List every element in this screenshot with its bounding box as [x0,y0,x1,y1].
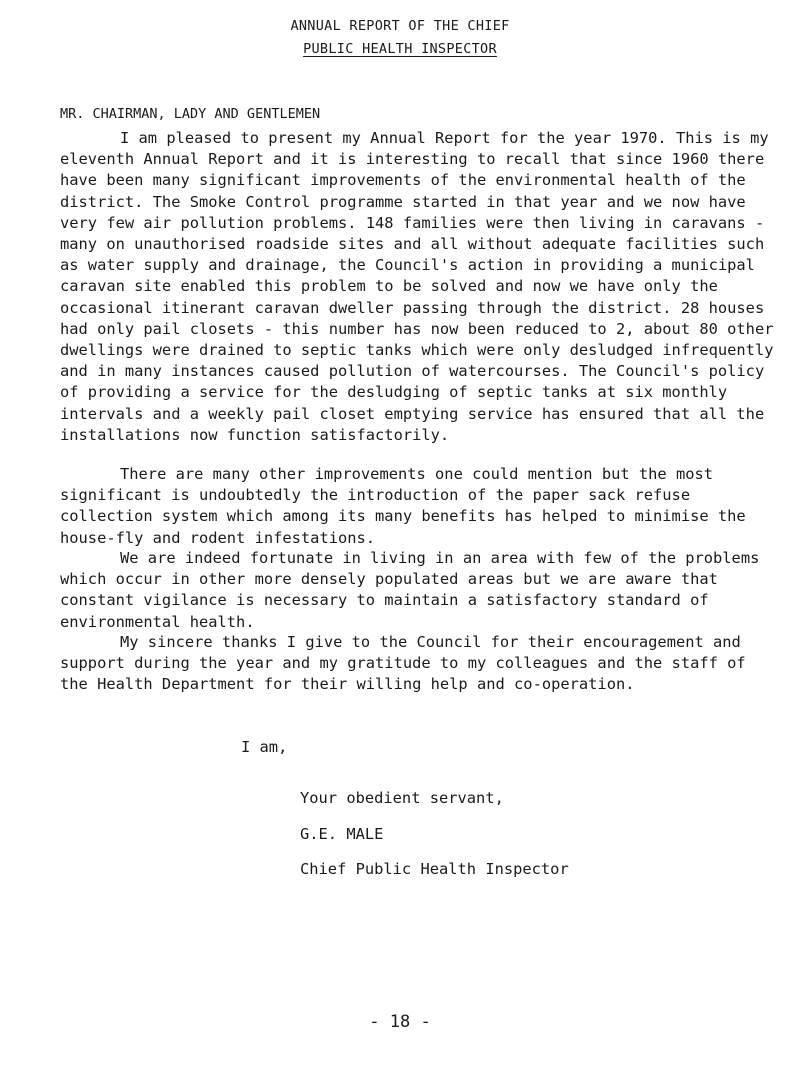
page-number: - 18 - [369,1012,431,1032]
paragraph-thanks: My sincere thanks I give to the Council for their encouragement and support during the year and my gratitude to my colleagues and the staff of the Health Department for their willing help and co-operation. [60,633,746,694]
signatory-name: G.E. MALE [300,825,384,843]
report-title-line2 [0,41,800,57]
closing-servant: Your obedient servant, [300,789,504,807]
paragraph-intro: I am pleased to present my Annual Report for the year 1970. This is my eleventh Annual Report and it is interesting to recall that since 1960 there have been many significant improvements of the environmental health of the district. The Smoke Control programme started in that year and we now have very few air pollution problems. 148 families were then living in caravans - many on unauthorised roadside sites and all without adequate facilities such as water supply and drainage, the Council's action in providing a municipal caravan site enabled this problem to be solved and now we have only the occasional itinerant caravan dweller passing through the district. 28 houses had only pail closets - this number has now been reduced to 2, about 80 other dwellings were drained to septic tanks which were only desludged infrequently and in many instances caused pollution of watercourses. The Council's policy of providing a service for the desludging of septic tanks at six monthly intervals and a weekly pail closet emptying service has ensured that all the installations now function satisfactorily. [60,129,774,444]
report-title-line1: ANNUAL REPORT OF THE CHIEF [290,18,510,34]
report-title-line2-text: PUBLIC HEALTH INSPECTOR [303,41,497,57]
signatory-role: Chief Public Health Inspector [300,860,569,878]
paragraph-improvements: There are many other improvements one could mention but the most significant is undoubtedly the introduction of the paper sack refuse collection system which among its many benefits has helped to minimise the house-fly and rodent infestations. [60,465,746,547]
salutation: MR. CHAIRMAN, LADY AND GENTLEMEN [60,106,321,122]
closing-i-am: I am, [241,738,288,756]
paragraph-vigilance: We are indeed fortunate in living in an area with few of the problems which occur in other more densely populated areas but we are aware that constant vigilance is necessary to maintain a satisfactory standard of environmental health. [60,549,760,631]
